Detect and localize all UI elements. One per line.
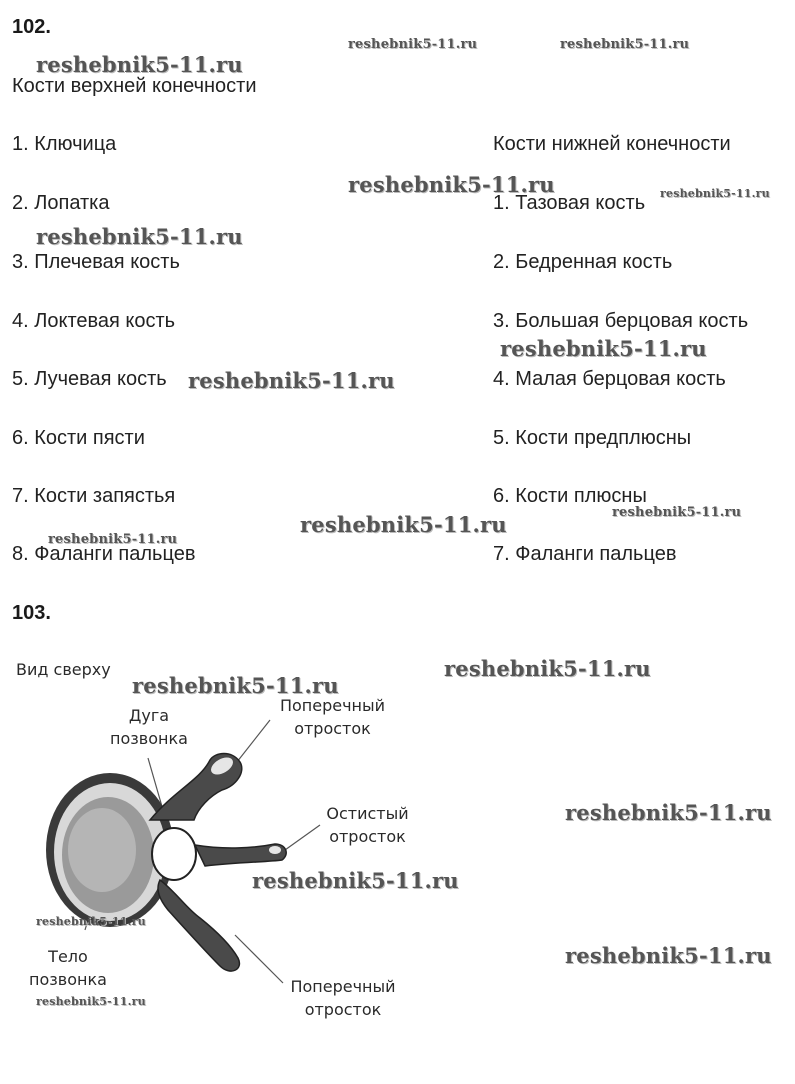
watermark: reshebnik5-11.ru — [252, 868, 459, 893]
watermark: reshebnik5-11.ru — [36, 224, 243, 249]
watermark: reshebnik5-11.ru — [300, 512, 507, 537]
transverse-top-label — [265, 694, 400, 740]
lower-limb-title: Кости нижней конечности — [493, 133, 731, 155]
lower-item-2: 2. Бедренная кость — [493, 251, 673, 273]
body-label — [18, 945, 118, 991]
transverse-bottom-label-line-1: Поперечный — [290, 977, 396, 996]
body-label-line-1: Тело — [48, 947, 88, 966]
upper-item-1: 1. Ключица — [12, 133, 117, 155]
arch-label-line-2: позвонка — [110, 729, 188, 748]
watermark: reshebnik5-11.ru — [36, 995, 146, 1008]
watermark: reshebnik5-11.ru — [560, 37, 690, 52]
spinous-label-line-1: Остистый — [326, 804, 409, 823]
vertebral-foramen — [152, 828, 196, 880]
upper-item-5: 5. Лучевая кость — [12, 368, 167, 390]
arch-label-line-1: Дуга — [128, 706, 170, 725]
watermark: reshebnik5-11.ru — [36, 52, 243, 77]
lower-item-7: 7. Фаланги пальцев — [493, 543, 677, 565]
watermark: reshebnik5-11.ru — [348, 172, 555, 197]
lower-item-4: 4. Малая берцовая кость — [493, 368, 726, 390]
watermark: reshebnik5-11.ru — [36, 915, 146, 928]
upper-item-8: 8. Фаланги пальцев — [12, 543, 196, 565]
watermark: reshebnik5-11.ru — [612, 505, 742, 520]
task-103-number: 103. — [12, 602, 51, 624]
watermark: reshebnik5-11.ru — [348, 37, 478, 52]
upper-item-2: 2. Лопатка — [12, 192, 110, 214]
lower-item-6: 6. Кости плюсны — [493, 485, 647, 507]
lower-item-1: 1. Тазовая кость — [493, 192, 646, 214]
watermark: reshebnik5-11.ru — [444, 656, 651, 681]
upper-limb-title: Кости верхней конечности — [12, 75, 257, 97]
watermark: reshebnik5-11.ru — [48, 532, 178, 547]
spinous-label-line-2: отросток — [329, 827, 406, 846]
transverse-bottom-pointer — [235, 935, 283, 983]
upper-item-7: 7. Кости запястья — [12, 485, 176, 507]
upper-item-3: 3. Плечевая кость — [12, 251, 180, 273]
spinous-label — [315, 802, 420, 848]
watermark: reshebnik5-11.ru — [565, 943, 772, 968]
transverse-bottom-label — [278, 975, 408, 1021]
transverse-top-label-line-2: отросток — [294, 719, 371, 738]
task-102-number: 102. — [12, 16, 51, 38]
watermark: reshebnik5-11.ru — [188, 368, 395, 393]
lower-item-3: 3. Большая берцовая кость — [493, 310, 749, 332]
transverse-top-label-line-1: Поперечный — [279, 696, 386, 715]
arch-label — [94, 704, 204, 750]
watermark: reshebnik5-11.ru — [500, 336, 707, 361]
watermark: reshebnik5-11.ru — [132, 673, 339, 698]
watermark: reshebnik5-11.ru — [565, 800, 772, 825]
upper-item-4: 4. Локтевая кость — [12, 310, 176, 332]
upper-item-6: 6. Кости пясти — [12, 427, 145, 449]
transverse-bottom-label-line-2: отросток — [304, 1000, 382, 1019]
body-label-line-2: позвонка — [29, 970, 107, 989]
lower-item-5: 5. Кости предплюсны — [493, 427, 692, 449]
watermark: reshebnik5-11.ru — [660, 187, 770, 200]
view-label: Вид сверху — [16, 660, 111, 679]
